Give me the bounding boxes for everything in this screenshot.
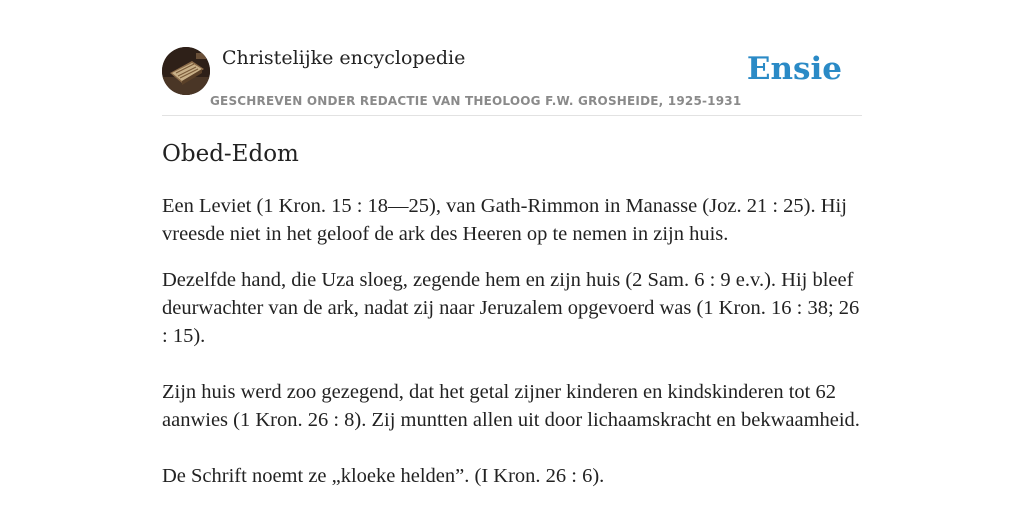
article-paragraph: Zijn huis werd zoo gezegend, dat het getal zijner kinderen en kindskinderen tot 62 aanwies (1 Kron. 26 : 8). Zij muntten allen uit door lichaamskracht en bekwaamheid. [162,381,860,431]
publication-title[interactable]: Christelijke encyclopedie [222,47,466,69]
brand-logo-link[interactable]: Ensie [746,51,842,87]
article-title: Obed-Edom [162,141,299,167]
book-cover-image [162,47,210,95]
article [162,138,862,490]
article-paragraph: Dezelfde hand, die Uza sloeg, zegende hem en zijn huis (2 Sam. 6 : 9 e.v.). Hij bleef deurwachter van de ark, nadat zij naar Jeruzalem opgevoerd was (1 Kron. 16 : 38; 26 : 15). [162,269,860,347]
publication-header [162,46,862,116]
publication-subtitle: GESCHREVEN ONDER REDACTIE VAN THEOLOOG F.W. GROSHEIDE, 1925-1931 [210,94,742,108]
article-paragraph: Een Leviet (1 Kron. 15 : 18—25), van Gath-Rimmon in Manasse (Joz. 21 : 25). Hij vreesde niet in het geloof de ark des Heeren op te nemen in zijn huis. [162,195,847,245]
publication-avatar[interactable] [162,47,210,95]
article-paragraph: De Schrift noemt ze „kloeke helden”. (I Kron. 26 : 6). [162,465,605,487]
